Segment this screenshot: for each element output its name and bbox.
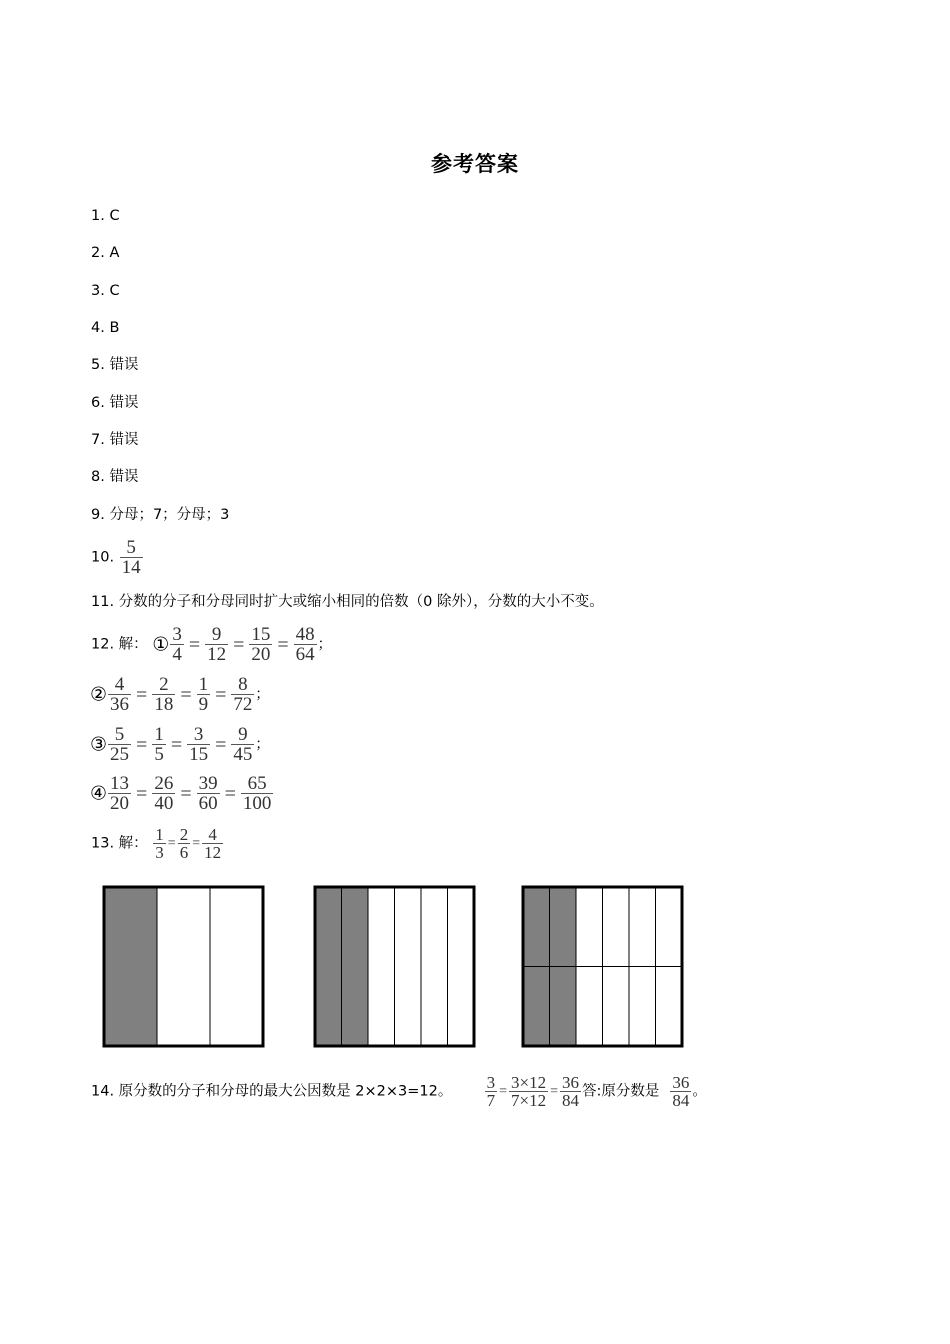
numerator: 4 (208, 825, 217, 844)
answer-3: 3. C (91, 283, 120, 299)
circled-number: ④ (90, 782, 108, 805)
numerator: 48 (295, 624, 315, 645)
fraction (120, 538, 143, 577)
equals-sign: = (277, 633, 289, 656)
fraction (152, 725, 166, 764)
answer-12-row-2 (90, 675, 269, 714)
equals-sign: = (215, 733, 227, 756)
answer-6: 6. 错误 (91, 395, 139, 411)
fraction (560, 1074, 581, 1109)
denominator: 25 (110, 744, 130, 765)
equals-sign: = (550, 1083, 558, 1099)
numerator: 2 (159, 674, 169, 695)
equals-sign: = (499, 1083, 507, 1099)
fraction (205, 625, 228, 664)
denominator: 100 (242, 793, 272, 814)
numerator: 36 (672, 1073, 690, 1092)
answer-14 (91, 1074, 707, 1109)
numerator: 13 (110, 773, 130, 794)
answer-11: 11. 分数的分子和分母同时扩大或缩小相同的倍数（0 除外），分数的大小不变。 (91, 594, 604, 610)
numerator: 15 (251, 624, 271, 645)
fraction (202, 826, 223, 861)
circled-number: ③ (90, 733, 108, 756)
circled-number: ① (152, 633, 170, 656)
denominator: 20 (251, 644, 271, 665)
denominator: 64 (295, 644, 315, 665)
equals-sign: = (188, 633, 201, 656)
fraction-diagram (104, 887, 263, 1046)
denominator: 36 (110, 694, 130, 715)
denominator: 6 (179, 843, 189, 862)
answer-12-row-3 (90, 725, 269, 764)
answer-12-row-1 (91, 625, 332, 664)
page-title: 参考答案 (431, 152, 519, 176)
denominator: 7×12 (510, 1091, 547, 1110)
fraction-diagram (315, 887, 474, 1046)
fraction (294, 625, 317, 664)
fraction (108, 725, 131, 764)
fraction (249, 625, 272, 664)
equals-sign: = (233, 633, 245, 656)
equals-sign: = (180, 782, 192, 805)
numerator: 3 (193, 724, 204, 745)
answer-10 (91, 538, 144, 577)
answer-4: 4. B (91, 320, 120, 336)
numerator: 9 (238, 724, 248, 745)
circled-number: ② (90, 683, 108, 706)
answer-12-row-4 (90, 774, 274, 813)
denominator: 84 (672, 1091, 690, 1110)
equals-sign: = (136, 683, 148, 706)
answer-9: 9. 分母；7；分母；3 (91, 507, 230, 523)
fraction-diagrams (100, 884, 690, 1050)
denominator: 12 (207, 644, 227, 665)
denominator: 72 (233, 694, 253, 715)
numerator: 1 (155, 825, 164, 844)
fraction (485, 1074, 498, 1109)
semicolon: ； (317, 636, 332, 653)
fraction (178, 826, 191, 861)
answer-1: 1. C (91, 208, 120, 224)
denominator: 60 (198, 793, 218, 814)
fraction (153, 826, 166, 861)
denominator: 20 (110, 793, 130, 814)
numerator: 1 (154, 724, 164, 745)
denominator: 3 (155, 843, 164, 862)
fraction (152, 675, 175, 714)
fraction (197, 774, 220, 813)
semicolon: ； (255, 686, 270, 703)
denominator: 7 (486, 1091, 496, 1110)
denominator: 15 (189, 744, 209, 765)
fraction (231, 725, 254, 764)
numerator: 3 (486, 1073, 496, 1092)
numerator: 39 (198, 773, 218, 794)
equals-sign: = (136, 782, 148, 805)
numerator: 5 (126, 537, 136, 558)
numerator: 2 (179, 825, 189, 844)
numerator: 26 (154, 773, 174, 794)
equals-sign: = (215, 683, 227, 706)
period: 。 (692, 1083, 707, 1100)
shaded-region (104, 887, 157, 1046)
numerator: 3 (172, 624, 182, 645)
answer-13 (91, 826, 224, 861)
numerator: 9 (211, 624, 222, 645)
equals-sign: = (180, 683, 192, 706)
semicolon: ； (255, 736, 270, 753)
numerator: 5 (114, 724, 125, 745)
numerator: 8 (238, 674, 248, 695)
fraction (108, 774, 131, 813)
fraction (231, 675, 254, 714)
fraction-diagram (523, 887, 682, 1046)
answer-10-label: 10. (91, 549, 115, 566)
denominator: 12 (204, 843, 222, 862)
numerator: 4 (114, 674, 125, 695)
numerator: 36 (561, 1073, 579, 1092)
answer-13-label: 13. 解： (91, 835, 148, 852)
equals-sign: = (167, 835, 176, 851)
equals-sign: = (136, 733, 148, 756)
denominator: 84 (561, 1091, 579, 1110)
equals-sign: = (170, 733, 183, 756)
answer-14-text: 14. 原分数的分子和分母的最大公因数是 2×2×3=12。 (91, 1083, 453, 1100)
answer-7: 7. 错误 (91, 432, 139, 448)
fraction (108, 675, 131, 714)
denominator: 5 (154, 744, 164, 765)
answer-8: 8. 错误 (91, 469, 139, 485)
equals-sign: = (224, 782, 236, 805)
answer-5: 5. 错误 (91, 357, 139, 373)
denominator: 18 (154, 694, 174, 715)
answer-12-label: 12. 解： (91, 636, 148, 653)
fraction (197, 675, 211, 714)
fraction (152, 774, 175, 813)
fraction (187, 725, 210, 764)
answer-14-conclusion: 答:原分数是 (581, 1083, 660, 1100)
fraction (241, 774, 274, 813)
numerator: 65 (247, 773, 267, 794)
equals-sign: = (192, 835, 201, 851)
answer-2: 2. A (91, 245, 120, 261)
denominator: 14 (121, 557, 141, 578)
denominator: 40 (154, 793, 174, 814)
fraction (670, 1074, 691, 1109)
fraction (170, 625, 184, 664)
denominator: 4 (172, 644, 182, 665)
fraction (509, 1074, 548, 1109)
numerator: 1 (198, 674, 209, 695)
denominator: 9 (198, 694, 209, 715)
numerator: 3×12 (510, 1073, 547, 1092)
denominator: 45 (233, 744, 253, 765)
